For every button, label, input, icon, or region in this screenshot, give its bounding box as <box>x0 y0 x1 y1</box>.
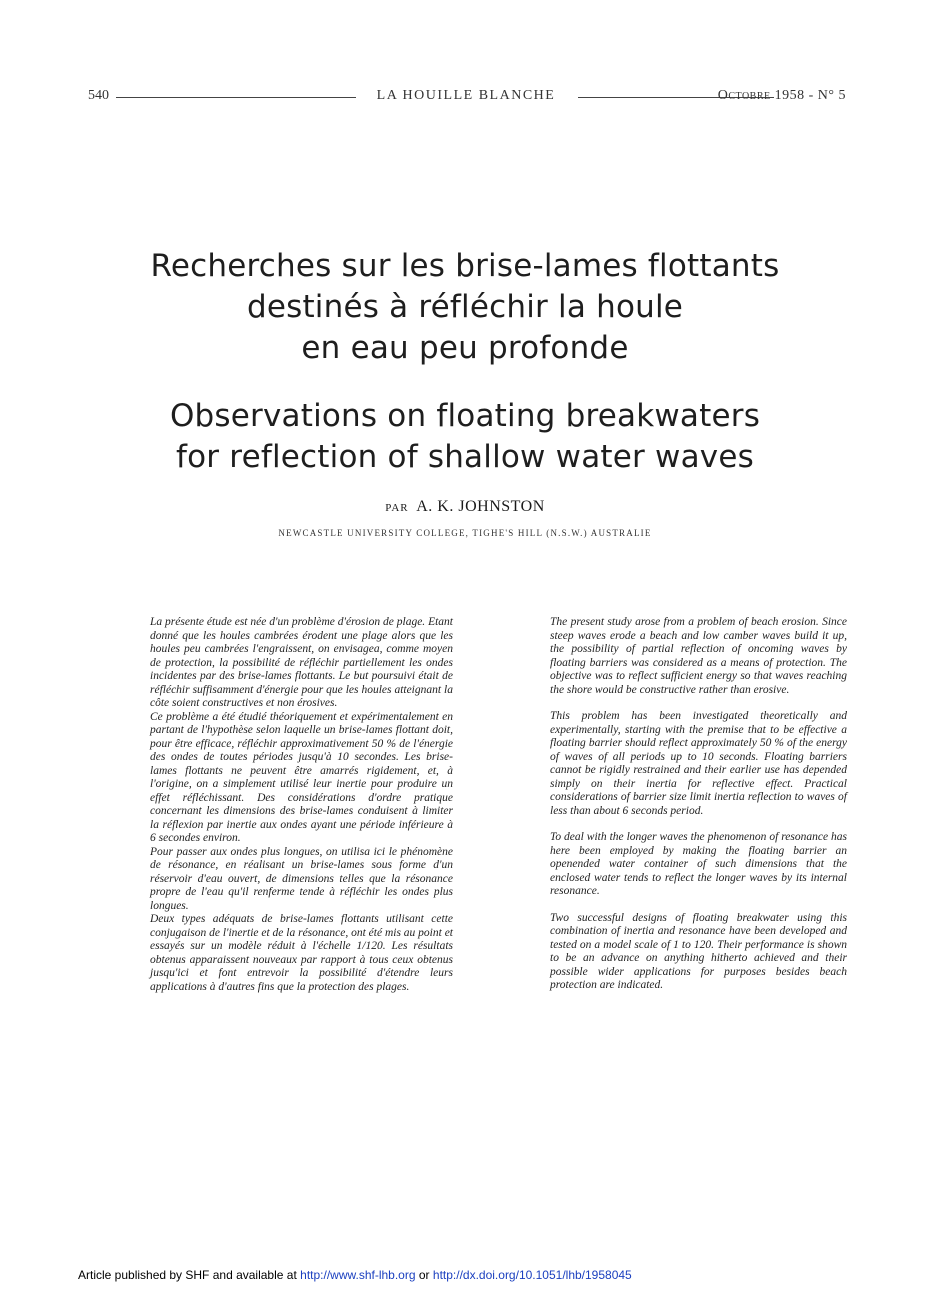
abstract-fr-paragraph: Pour passer aux ondes plus longues, on utilisa ici le phénomène de résonance, en réalisant un brise-lames sous forme d'un réservoir d'eau ouvert, de dimensions telles que la résonance propre de l'eau qu'il renferme tende à réfléchir les ondes plus longues. <box>150 845 453 912</box>
doi-link[interactable]: http://dx.doi.org/10.1051/lhb/1958045 <box>432 1268 632 1282</box>
issue-info: Octobre 1958 - N° 5 <box>717 88 846 103</box>
abstract-en-paragraph: This problem has been investigated theoretically and experimentally, starting with the premise that to be effective a floating barrier should reflect approximately 50 % of the energy of waves of all periods up to 10 seconds. Floating barriers cannot be rigidly restrained and their earlier use has depended simply on their inertia for reflective effect. Practical considerations of barrier size limit inertia reflection to waves of less than about 6 seconds period. <box>550 710 847 817</box>
publication-footer <box>78 1268 632 1282</box>
abstract-english <box>550 616 847 1006</box>
title-en-line: Observations on floating breakwaters <box>169 398 761 434</box>
header-rule-left <box>116 97 356 98</box>
running-header <box>88 88 846 110</box>
abstract-french <box>150 616 453 994</box>
abstract-en-paragraph: To deal with the longer waves the phenomenon of resonance has here been employed by making the floating barrier an openended water container of such dimensions that the enclosed water tends to reflect the longer waves by its internal resonance. <box>550 831 847 897</box>
title-fr-line: en eau peu profonde <box>301 330 629 366</box>
abstract-en-paragraph: Two successful designs of floating breakwater using this combination of inertia and resonance have been developed and tested on a model scale of 1 to 120. Their performance is shown to be an advance on anything hitherto achieved and their possible wider applications for purposes besides beach protection are indicated. <box>550 911 847 991</box>
title-english <box>0 396 930 478</box>
abstract-fr-paragraph: Deux types adéquats de brise-lames flottants utilisant cette conjugaison de l'inertie et de la résonance, ont été mis au point et essayés sur un modèle réduit à l'échelle 1/120. Les résultats obtenus apparaissent nouveaux par rapport à tous ceux obtenus jusqu'ici et font entrevoir la possibilité d'étendre leurs applications à d'autres fins que la protection des plages. <box>150 913 453 993</box>
abstract-fr-paragraph: Ce problème a été étudié théoriquement et expérimentalement en partant de l'hypothèse selon laquelle un brise-lames flottant doit, pour être efficace, réfléchir approximativement 50 % de l'énergie des ondes de toutes périodes jusqu'à 10 secondes. Les brise-lames flottants ne peuvent être amarrés rigidement, et, à l'origine, on a simplement utilisé leur inertie pour produire un effet réfléchissant. Des considérations d'ordre pratique concernant les dimensions des brise-lames conduisent à limiter la réflexion par inertie aux ondes ayant une période inférieure à 6 secondes environ. <box>150 710 453 844</box>
shf-link[interactable]: http://www.shf-lhb.org <box>300 1268 416 1282</box>
author-line <box>0 498 930 516</box>
page-number: 540 <box>88 88 109 103</box>
title-fr-line: Recherches sur les brise-lames flottants <box>150 248 780 284</box>
author-name: A. K. JOHNSTON <box>416 498 545 515</box>
author-prefix: PAR <box>385 502 409 514</box>
journal-name: LA HOUILLE BLANCHE <box>376 88 556 103</box>
title-fr-line: destinés à réfléchir la houle <box>246 289 684 325</box>
abstract-en-paragraph: The present study arose from a problem of beach erosion. Since steep waves erode a beach and low camber waves build it up, the possibility of partial reflection of oncoming waves by floating barriers was considered as a means of protection. The objective was to reflect sufficient energy so that waves reaching the shore would be constructive rather than erosive. <box>550 616 847 696</box>
author-affiliation: NEWCASTLE UNIVERSITY COLLEGE, TIGHE'S HILL (N.S.W.) AUSTRALIE <box>278 528 652 538</box>
title-en-line: for reflection of shallow water waves <box>176 439 754 475</box>
footer-connector: or <box>418 1268 430 1282</box>
footer-prefix: Article published by SHF and available at <box>78 1268 297 1282</box>
abstract-fr-paragraph: La présente étude est née d'un problème d'érosion de plage. Etant donné que les houles cambrées érodent une plage alors que les houles peu cambrées l'engraissent, on envisagea, comme moyen de protection, la possibilité de réfléchir partiellement les ondes incidentes par des brise-lames flottants. Le but poursuivi était de réfléchir suffisamment d'énergie pour que les houles atteignant la côte soient constructives et non érosives. <box>150 616 453 709</box>
title-french <box>0 246 930 369</box>
